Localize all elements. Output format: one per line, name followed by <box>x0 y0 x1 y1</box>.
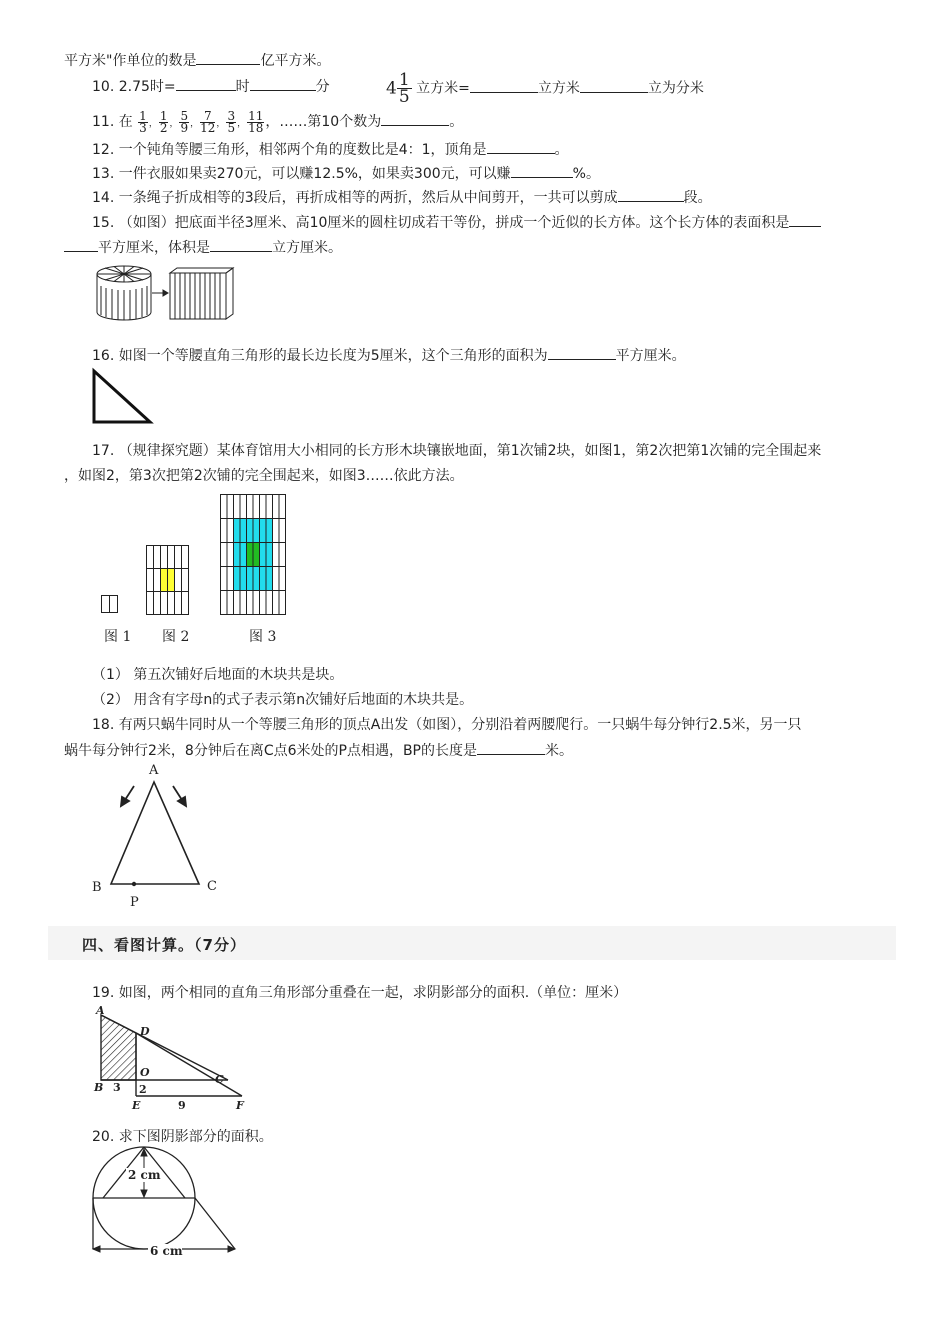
circle-triangle-figure <box>90 1146 240 1260</box>
tile <box>240 495 247 519</box>
question-14: 14. 一条绳子折成相等的3段后，再折成相等的两折，然后从中间剪开，一共可以剪成 段。 <box>92 187 712 208</box>
tile <box>234 591 241 615</box>
tile <box>273 591 280 615</box>
tile <box>273 543 280 567</box>
tile <box>221 495 228 519</box>
answer-blank[interactable] <box>789 212 821 227</box>
label-2: 2 <box>139 1083 147 1096</box>
tile <box>240 567 247 591</box>
answer-blank[interactable] <box>618 187 684 202</box>
tile <box>279 591 286 615</box>
tile <box>273 519 280 543</box>
point-p <box>132 882 136 886</box>
arrow-icon <box>152 290 168 296</box>
tile <box>234 543 241 567</box>
question-17-part2: （2） 用含有字母n的式子表示第n次铺好后地面的木块共是。 <box>92 692 474 708</box>
tile <box>253 519 260 543</box>
label-b: B <box>92 880 102 895</box>
tile <box>154 569 161 592</box>
tile <box>161 592 168 615</box>
question-12: 12. 一个钝角等腰三角形，相邻两个角的度数比是4：1，顶角是 。 <box>92 139 569 160</box>
shaded-region <box>101 1015 136 1080</box>
tile <box>273 567 280 591</box>
answer-blank[interactable] <box>176 76 236 91</box>
tile-grid-2 <box>146 545 189 615</box>
answer-blank[interactable] <box>580 78 648 93</box>
tile <box>279 543 286 567</box>
tile <box>247 567 254 591</box>
answer-blank[interactable] <box>64 237 98 252</box>
label-p: P <box>130 895 139 910</box>
tile <box>168 546 175 569</box>
cylinder-to-cuboid-figure <box>96 264 236 322</box>
tile <box>260 567 267 591</box>
tile <box>247 591 254 615</box>
tile <box>273 495 280 519</box>
mixed-number: 4 $\frac{1}{5}$ <box>386 70 410 107</box>
answer-blank[interactable] <box>477 740 545 755</box>
tile <box>221 591 228 615</box>
label-e: E <box>132 1099 141 1112</box>
tile <box>266 543 273 567</box>
tile <box>161 546 168 569</box>
height-label: 2 cm <box>128 1168 161 1182</box>
tile <box>279 567 286 591</box>
question-18: 18. 有两只蜗牛同时从一个等腰三角形的顶点A出发（如图），分别沿着两腰爬行。一只蜗牛每分钟行2.5米，另一只 <box>92 717 802 733</box>
label-o: O <box>140 1066 150 1079</box>
tile-figure-3 <box>220 494 286 619</box>
answer-blank[interactable] <box>548 345 616 360</box>
tile <box>266 495 273 519</box>
answer-blank[interactable] <box>511 163 573 178</box>
tile <box>227 543 234 567</box>
tile <box>266 519 273 543</box>
tile <box>240 519 247 543</box>
question-17-cont: ，如图2，第3次把第2次铺的完全围起来，如图3……依此方法。 <box>64 468 464 484</box>
tile <box>253 591 260 615</box>
tile <box>240 591 247 615</box>
tile <box>234 495 241 519</box>
tile <box>260 543 267 567</box>
tile <box>221 543 228 567</box>
tile <box>154 546 161 569</box>
tile <box>247 519 254 543</box>
question-19: 19. 如图，两个相同的直角三角形部分重叠在一起，求阴影部分的面积.（单位：厘米） <box>92 985 628 1001</box>
cuboid <box>170 268 233 319</box>
tile <box>147 546 154 569</box>
section-title: 四、看图计算。（7分） <box>82 936 246 954</box>
tile <box>240 543 247 567</box>
tile <box>279 519 286 543</box>
tile <box>175 546 182 569</box>
fraction: $\frac{5}{9}$ <box>180 108 189 135</box>
cylinder <box>97 266 151 320</box>
tile <box>182 592 189 615</box>
tile <box>234 519 241 543</box>
tile <box>234 567 241 591</box>
answer-blank[interactable] <box>250 76 316 91</box>
label-c: C <box>207 879 217 894</box>
tile <box>147 592 154 615</box>
question-20: 20. 求下图阴影部分的面积。 <box>92 1129 273 1145</box>
label-9: 9 <box>178 1099 186 1112</box>
question-18-cont: 蜗牛每分钟行2米，8分钟后在离C点6米处的P点相遇，BP的长度是 米。 <box>64 740 573 761</box>
answer-blank[interactable] <box>196 50 260 65</box>
tile <box>168 592 175 615</box>
question-15: 15. （如图）把底面半径3厘米、高10厘米的圆柱切成若干等份，拼成一个近似的长方体。这个长方体的表面积是 <box>92 212 821 233</box>
tile <box>260 519 267 543</box>
question-16: 16. 如图一个等腰直角三角形的最长边长度为5厘米，这个三角形的面积为 平方厘米。 <box>92 345 686 366</box>
tile <box>253 495 260 519</box>
figure-1-caption: 图 1 <box>104 629 132 645</box>
right-triangle-figure <box>92 369 154 425</box>
answer-blank[interactable] <box>470 78 538 93</box>
tile-grid-3 <box>220 494 286 615</box>
tile <box>227 495 234 519</box>
tile-figure-2 <box>146 545 189 619</box>
tile <box>266 591 273 615</box>
overlapping-triangles-figure <box>90 1004 250 1112</box>
tile <box>260 495 267 519</box>
tile-figure-1 <box>101 595 119 613</box>
question-13: 13. 一件衣服如果卖270元，可以赚12.5%，如果卖300元，可以赚 %。 <box>92 163 600 184</box>
tile <box>182 546 189 569</box>
question-15-cont: 平方厘米，体积是 立方厘米。 <box>64 237 342 258</box>
tile <box>247 543 254 567</box>
label-b: B <box>94 1081 104 1094</box>
fraction-sequence: $\frac{1}{3}$ ， $\frac{1}{2}$ ， $\frac{5}{9}$ ， $\frac{7}{12}$ ， $\frac{3}{5}$ ， $\frac{11}{18}$ <box>139 108 264 135</box>
tile <box>253 567 260 591</box>
tile <box>154 592 161 615</box>
answer-blank[interactable] <box>210 237 272 252</box>
q9-tail: 平方米"作单位的数是 亿平方米。 <box>64 50 330 71</box>
tile <box>168 569 175 592</box>
question-17-part1: （1） 第五次铺好后地面的木块共是块。 <box>92 667 344 683</box>
tile <box>260 591 267 615</box>
fraction: $\frac{7}{12}$ <box>200 108 216 135</box>
label-c: C <box>215 1073 224 1086</box>
answer-blank[interactable] <box>381 111 449 126</box>
answer-blank[interactable] <box>487 139 555 154</box>
fraction: $\frac{1}{3}$ <box>139 108 147 135</box>
fraction: $\frac{3}{5}$ <box>227 108 236 135</box>
question-10-volume: 4 $\frac{1}{5}$ 立方米= 立方米 立为分米 <box>386 70 704 107</box>
fraction: $\frac{1}{2}$ <box>159 108 168 135</box>
fraction: $\frac{11}{18}$ <box>248 108 264 135</box>
question-10: 10. 2.75时= 时 分 <box>92 76 330 97</box>
tile <box>227 591 234 615</box>
figure-2-caption: 图 2 <box>162 629 190 645</box>
tile <box>175 592 182 615</box>
tile <box>253 543 260 567</box>
figure-3-caption: 图 3 <box>249 629 277 645</box>
label-3: 3 <box>113 1081 121 1094</box>
tile <box>266 567 273 591</box>
arrow-icon <box>121 786 186 806</box>
tile <box>247 495 254 519</box>
width-label: 6 cm <box>150 1244 183 1258</box>
label-f: F <box>236 1099 244 1112</box>
question-11: 11. 在 $\frac{1}{3}$ ， $\frac{1}{2}$ ， $\frac{5}{9}$ ， $\frac{7}{12}$ ， $\frac{3}{5}$ ， $\frac{11}{18}$ ，……第10个数为 。 <box>92 108 464 135</box>
tile <box>279 495 286 519</box>
label-d: D <box>140 1025 150 1038</box>
tile <box>175 569 182 592</box>
tile <box>147 569 154 592</box>
label-a: A <box>96 1004 105 1017</box>
tile <box>227 519 234 543</box>
tile <box>182 569 189 592</box>
tile <box>227 567 234 591</box>
label-a: A <box>149 763 159 778</box>
tile <box>161 569 168 592</box>
tile <box>221 567 228 591</box>
isosceles-triangle-figure <box>88 760 228 910</box>
question-17: 17. （规律探究题）某体育馆用大小相同的长方形木块镶嵌地面，第1次铺2块，如图1，第2次把第1次铺的完全围起来 <box>92 443 822 459</box>
tile <box>221 519 228 543</box>
